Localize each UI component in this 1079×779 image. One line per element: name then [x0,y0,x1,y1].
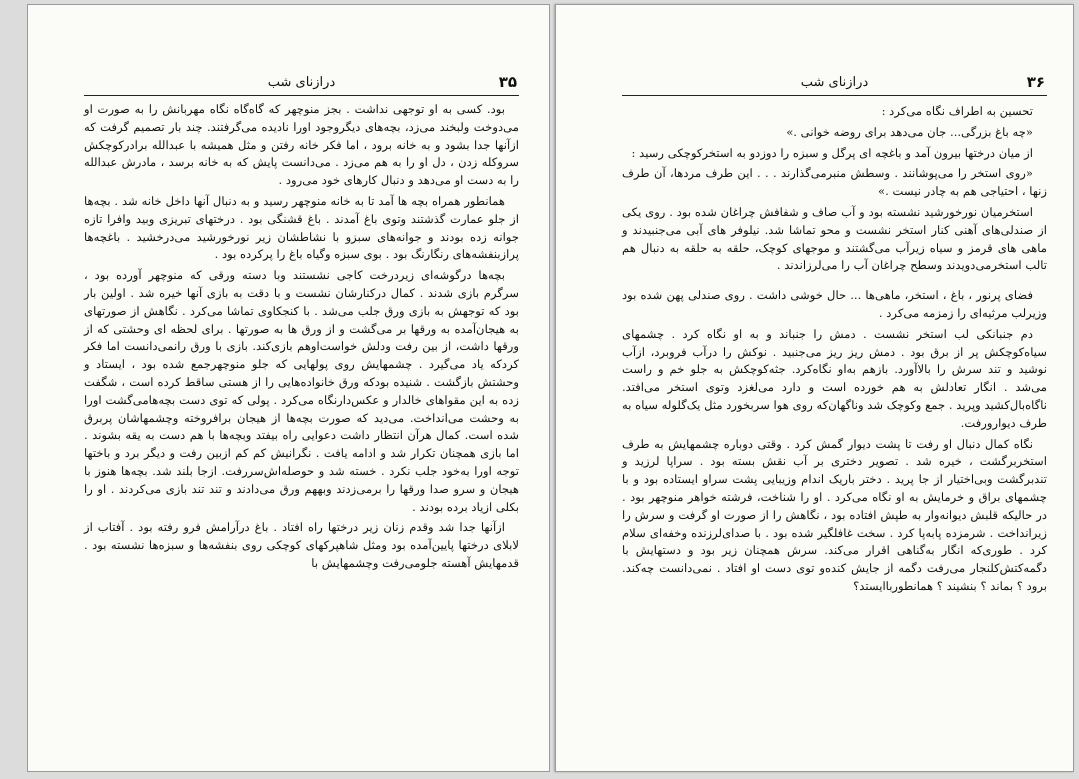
running-title: درازنای شب [267,75,336,90]
left-page-body [84,101,519,576]
page-number: ۳۵ [498,73,517,91]
paragraph: بچه‌ها درگوشه‌ای زیردرخت کاجی نشستند وبا دسته ورقی که منوچهر آورده بود ، سرگرم بازی شدند . کمال درکنارشان نشست و با دقت به بازی آنها خیره شد . اولین بار بود که توجهش به بازی ورق جلب می‌شد . با کنجکاوی تماشا می‌کرد . نگاهش از صورتهای به هیجان‌آمده به ورقها بر می‌گشت و از ورق ها به صورتها . برای لحظه ای وحشتی که از ورقها داشت، از بین رفت ودلش خواست‌اوهم بازی‌کند. بازی با ورق رانمی‌دانست اما فکر کردکه یاد می‌گیرد . چشمهایش روی پولهایی که جلو منوچهرجمع شده بود ، ایستاد و وحشتش بازگشت . شنیده بودکه ورق خانواده‌هایی را از هستی ساقط کرده است ، شگفت زده به این مقواهای خالدار و عکس‌دارنگاه می‌کرد . پولی که توی دست بچه‌هامی‌گشت اورا به وحشت می‌انداخت. می‌دید که صورت بچه‌ها از هیجان برافروخته وچشمهاشان پربرق شده است. کمال هرآن انتظار داشت دعوایی راه بیفتد وبچه‌ها با هم دست به یقه بشوند . اما بازی همچنان تکرار شد و ادامه یافت . نگرانیش کم کم ازبین رفت و دیگر برد و باختها توجه اورا به‌خود جلب نکرد . خسته شد و حوصله‌اش‌سررفت. ازجا بلند شد. بچه‌ها هنوز با هیجان و سرو صدا ورقها را برمی‌زدند وبههم ورق می‌دادند و تند تند بازی می‌کردند . او را بکلی ازیاد برده بودند . [84,268,519,514]
paragraph: بود. کسی به او توجهی نداشت . بجز منوچهر که گاه‌گاه نگاه مهربانش را به صورت او می‌دوخت ولبخند می‌زد، بچه‌های دیگروجود اورا نادیده می‌گرفتند. چند بار تصمیم گرفت که ازآنها جدا بشود و به خانه برود ، اما فکر خانه رفتن و مثل همیشه با عبدالله برادرکوچکش سروکله زدن ، دل او را به هم می‌زد . می‌دانست پایش که به خانه برسد ، مادرش عبدالله را به دست او می‌دهد و دنبال کارهای خود می‌رود . [84,102,519,188]
paragraph: دم جنبانکی لب استخر نشست . دمش را جنباند و به او نگاه کرد . چشمهای سیاه‌کوچکش پر از برق بود . دمش ریز ریز می‌جنبید . نوکش را درآب فروبرد، ازآب نوشید و تند سرش را بالاآورد. بازهم به‌او نگاه‌کرد. جثه‌کوچکش به جلو خم و راست می‌شد . انگار تعادلش به هم خورده است و دارد می‌لغزد وتوی استخر می‌افتد. ناگاه‌بال‌کشید وپرید . جمع وکوچک شد وناگهان‌که روی هوا سربخورد مثل یک‌گلوله سیاه به طرف دیوارورفت. [622,326,1047,430]
paragraph: «چه باغ بزرگی... جان می‌دهد برای روضه خوانی .» [786,124,1033,139]
right-page-body [622,103,1047,599]
right-page [555,4,1074,772]
left-page [27,4,550,772]
paragraph: ازآنها جدا شد وقدم زنان زیر درختها راه افتاد . باغ درآرامش فرو رفته بود . آفتاب از لابلای درختها پایین‌آمده بود ومثل شاهپرکهای کوچکی روی بنفشه‌ها و سبزه‌ها نشسته بود . قدمهایش آهسته جلومی‌رفت وچشمهایش با [84,520,519,570]
right-page-header [622,73,1047,96]
paragraph: نگاه کمال دنبال او رفت تا پشت دیوار گمش کرد . وقتی دوباره چشمهایش به طرف استخربرگشت ، خیره شد . تصویر دختری بر آب نقش بسته بود . سراپا لرزید و تندبرگشت وبی‌اختیار از جا پرید . دختر باریک اندام وزیبایی پشت سراو ایستاده بود و با چشمهای براق و خرمایش به او نگاه می‌کرد . او را شناخت، فرشته خواهر منوچهر بود . در حالیکه قلبش دیوانه‌وار به طپش افتاده بود ، نگاهش را از صورت او گرفت و سرش را زیرانداخت . شرمزده پابه‌پا کرد . سخت غافلگیر شده بود . با صدای‌لرزنده وخفه‌ای سلام کرد . طوری‌که انگار به‌گناهی اقرار می‌کند. سرش همچنان زیر بود و دستهایش با دگمه‌کتش‌کلنجار می‌رفت دگمه از جایش کنده‌و توی دست او افتاد . نمی‌دانست چه‌کند. برود ؟ بماند ؟ بنشیند ؟ همانطورباایستد؟ [622,436,1047,593]
paragraph: از میان درختها بیرون آمد و باغچه ای پرگل و سبزه را دوزدو به استخرکوچکی رسید : [631,145,1033,160]
paragraph: فضای پرنور ، باغ ، استخر، ماهی‌ها ... حال خوشی داشت . روی صندلی پهن شده بود وزیرلب مرثیه‌ای را زمزمه می‌کرد . [622,288,1047,320]
paragraph: تحسین به اطراف نگاه می‌کرد : [881,104,1033,118]
running-title: درازنای شب [800,75,869,90]
paragraph: استخرمیان نورخورشید نشسته بود و آب صاف و شفافش چراغان شده بود . روی یکی از صندلی‌های آهنی کنار استخر نشست و محو تماشا شد. نیلوفر های آبی می‌جنبیدند و ماهی های قرمز و سیاه زیرآب می‌گشتند و موجهای کوچک، حلقه به حلقه به دنبال هم تالب استخرمی‌دویدند وسطح چراغان آب را می‌لرزاندند . [622,204,1047,273]
paragraph: «روی استخر را می‌پوشانند . وسطش منبرمی‌گذارند . . . این طرف مردها، آن طرف زنها ، احتیاجی هم به چادر نیست .» [622,166,1047,199]
paragraph: همانطور همراه بچه ها آمد تا به خانه منوچهر رسید و به دنبال آنها داخل خانه شد . بچه‌ها از جلو عمارت گذشتند وتوی باغ آمدند . باغ قشنگی بود . درختهای تبریزی وبید وافرا تازه جوانه زده بودند و جوانه‌های سبزو با نشاطشان زیر نورخورشید می‌درخشید . باغچه‌ها پرازبنفشه‌های رنگارنگ بود . بوی سبزه وگیاه باغ را پرکرده بود . [84,193,519,262]
left-page-header [84,73,519,96]
page-number: ۳۶ [1026,73,1045,91]
